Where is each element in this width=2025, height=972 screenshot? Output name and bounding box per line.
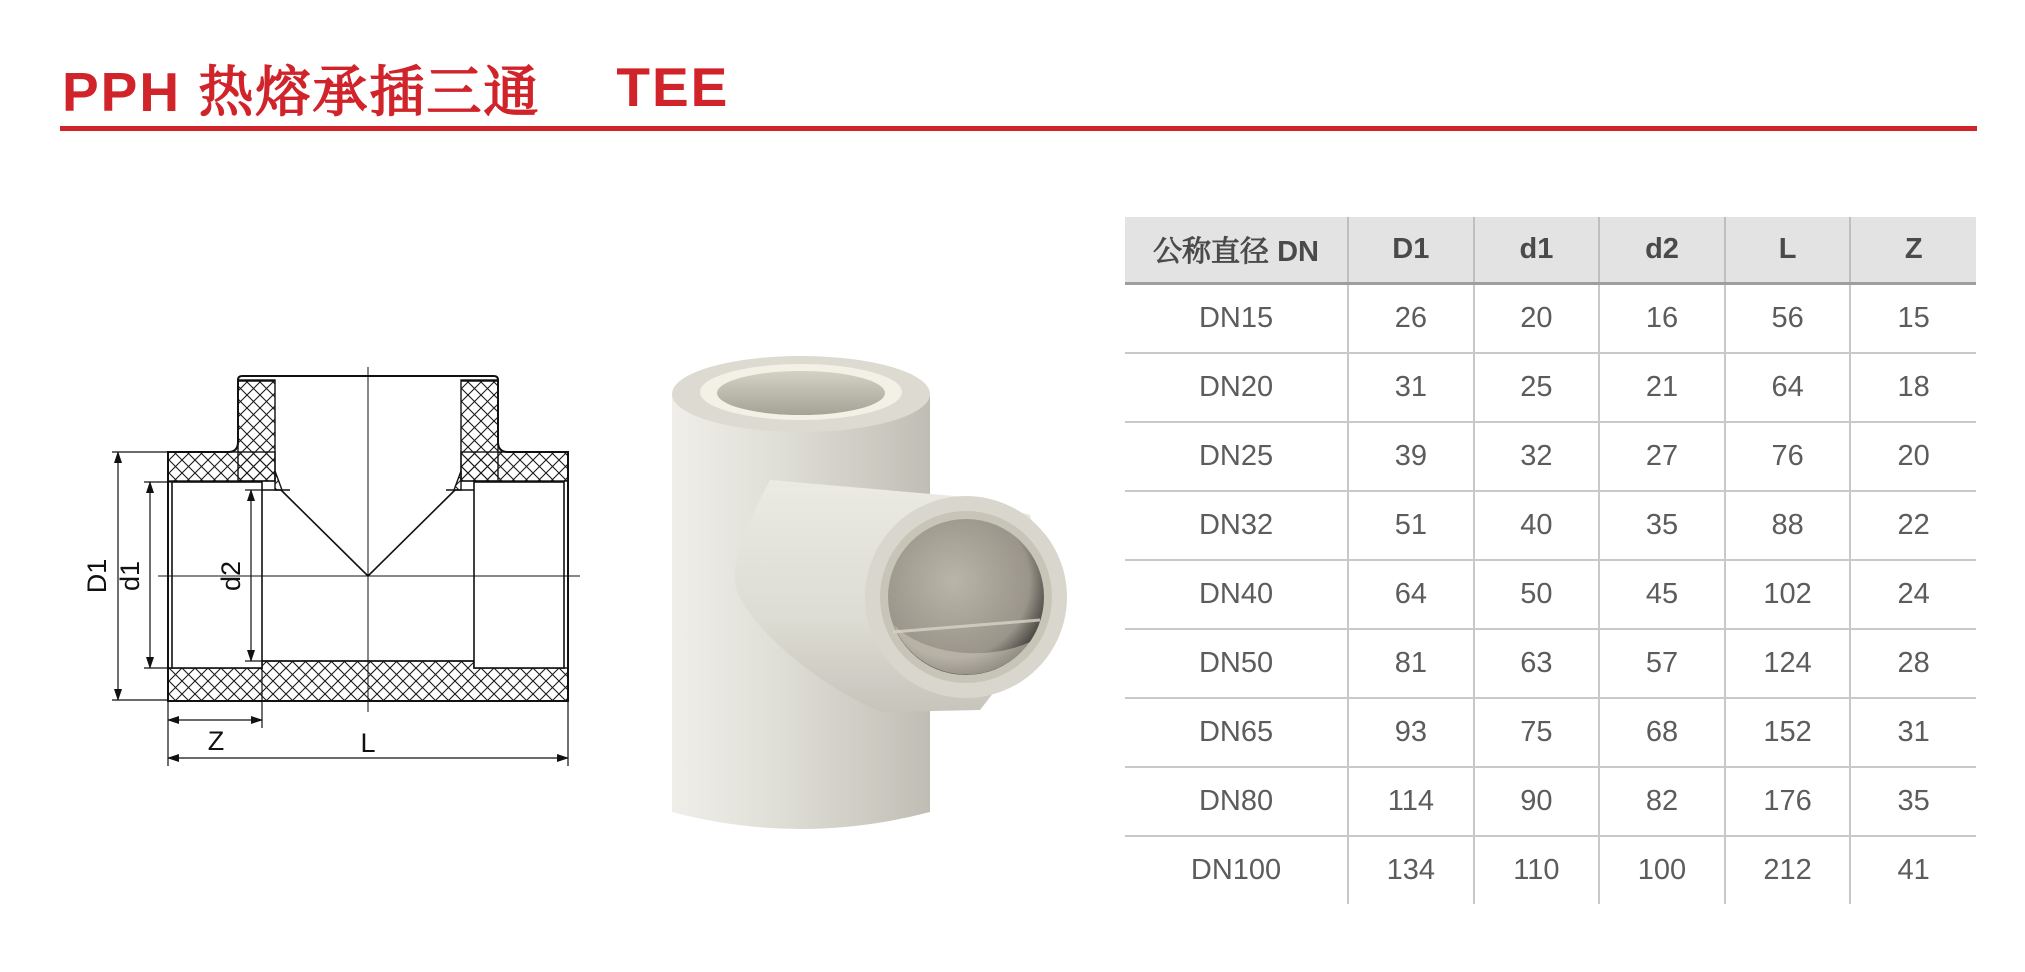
table-cell: 22 bbox=[1850, 491, 1976, 560]
page-title-zh: PPH 热熔承插三通 bbox=[62, 60, 541, 123]
table-row bbox=[1125, 767, 1976, 836]
page-title bbox=[62, 52, 729, 122]
table-cell: 15 bbox=[1850, 284, 1976, 354]
table-cell: 114 bbox=[1348, 767, 1474, 836]
title-underline-rule bbox=[60, 126, 1977, 131]
table-cell: 90 bbox=[1474, 767, 1600, 836]
table-cell: 81 bbox=[1348, 629, 1474, 698]
page-title-en: TEE bbox=[616, 56, 730, 118]
column-header-0: 公称直径 DN bbox=[1125, 217, 1348, 284]
table-cell: 82 bbox=[1599, 767, 1725, 836]
table-cell: 16 bbox=[1599, 284, 1725, 354]
table-cell: 64 bbox=[1348, 560, 1474, 629]
tee-product-photo bbox=[650, 280, 1090, 850]
table-cell: 110 bbox=[1474, 836, 1600, 904]
table-row bbox=[1125, 560, 1976, 629]
table-cell: 26 bbox=[1348, 284, 1474, 354]
spec-table-body bbox=[1125, 284, 1976, 905]
table-row bbox=[1125, 629, 1976, 698]
table-cell: 39 bbox=[1348, 422, 1474, 491]
header-row bbox=[1125, 217, 1976, 284]
table-cell: 50 bbox=[1474, 560, 1600, 629]
table-cell: 40 bbox=[1474, 491, 1600, 560]
table-cell: DN40 bbox=[1125, 560, 1348, 629]
table-row bbox=[1125, 698, 1976, 767]
table-cell: 28 bbox=[1850, 629, 1976, 698]
table-cell: 31 bbox=[1348, 353, 1474, 422]
photo-top-bore bbox=[717, 371, 885, 415]
dim-label-Z: Z bbox=[207, 726, 225, 756]
table-cell: 100 bbox=[1599, 836, 1725, 904]
table-cell: 20 bbox=[1850, 422, 1976, 491]
column-header-1: D1 bbox=[1348, 217, 1474, 284]
tee-section-drawing bbox=[0, 330, 630, 810]
table-cell: 18 bbox=[1850, 353, 1976, 422]
table-cell: 21 bbox=[1599, 353, 1725, 422]
table-cell: 51 bbox=[1348, 491, 1474, 560]
table-cell: 25 bbox=[1474, 353, 1600, 422]
table-cell: 88 bbox=[1725, 491, 1851, 560]
table-cell: 134 bbox=[1348, 836, 1474, 904]
table-cell: 45 bbox=[1599, 560, 1725, 629]
table-cell: 56 bbox=[1725, 284, 1851, 354]
table-cell: DN15 bbox=[1125, 284, 1348, 354]
table-cell: 63 bbox=[1474, 629, 1600, 698]
table-cell: DN80 bbox=[1125, 767, 1348, 836]
dim-label-D1: D1 bbox=[82, 558, 112, 594]
table-cell: 64 bbox=[1725, 353, 1851, 422]
table-row bbox=[1125, 284, 1976, 354]
dim-label-d2: d2 bbox=[216, 560, 246, 592]
table-cell: 102 bbox=[1725, 560, 1851, 629]
table-cell: 20 bbox=[1474, 284, 1600, 354]
table-cell: 24 bbox=[1850, 560, 1976, 629]
table-row bbox=[1125, 353, 1976, 422]
table-cell: 57 bbox=[1599, 629, 1725, 698]
table-row bbox=[1125, 836, 1976, 904]
dim-label-d1: d1 bbox=[115, 560, 145, 592]
table-cell: 41 bbox=[1850, 836, 1976, 904]
table-cell: DN50 bbox=[1125, 629, 1348, 698]
table-cell: 35 bbox=[1599, 491, 1725, 560]
spec-table bbox=[1125, 217, 1976, 904]
dim-label-L: L bbox=[360, 728, 376, 758]
table-cell: 176 bbox=[1725, 767, 1851, 836]
table-cell: 124 bbox=[1725, 629, 1851, 698]
column-header-2: d1 bbox=[1474, 217, 1600, 284]
column-header-5: Z bbox=[1850, 217, 1976, 284]
spec-table-head bbox=[1125, 217, 1976, 284]
table-cell: 212 bbox=[1725, 836, 1851, 904]
table-cell: 31 bbox=[1850, 698, 1976, 767]
table-cell: DN100 bbox=[1125, 836, 1348, 904]
column-header-4: L bbox=[1725, 217, 1851, 284]
table-cell: 68 bbox=[1599, 698, 1725, 767]
table-cell: 32 bbox=[1474, 422, 1600, 491]
table-cell: DN25 bbox=[1125, 422, 1348, 491]
table-cell: 93 bbox=[1348, 698, 1474, 767]
table-cell: 76 bbox=[1725, 422, 1851, 491]
table-cell: 27 bbox=[1599, 422, 1725, 491]
table-cell: DN32 bbox=[1125, 491, 1348, 560]
table-cell: DN20 bbox=[1125, 353, 1348, 422]
table-row bbox=[1125, 422, 1976, 491]
table-row bbox=[1125, 491, 1976, 560]
table-cell: DN65 bbox=[1125, 698, 1348, 767]
column-header-3: d2 bbox=[1599, 217, 1725, 284]
table-cell: 152 bbox=[1725, 698, 1851, 767]
table-cell: 35 bbox=[1850, 767, 1976, 836]
table-cell: 75 bbox=[1474, 698, 1600, 767]
